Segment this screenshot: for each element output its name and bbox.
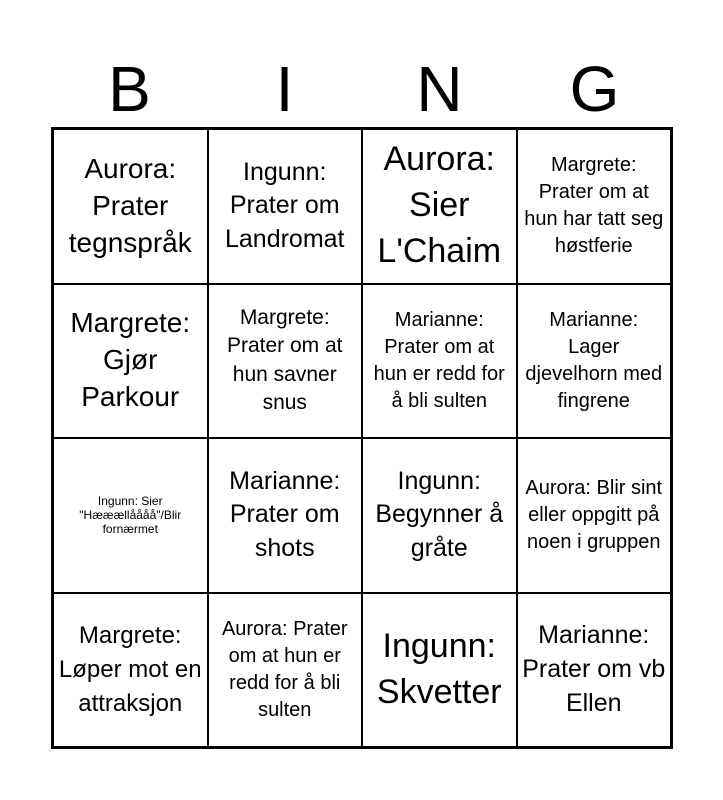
bingo-board xyxy=(51,127,673,749)
bingo-cell[interactable] xyxy=(53,438,208,593)
header-letter-i: I xyxy=(275,53,294,125)
bingo-cell[interactable] xyxy=(517,129,672,284)
cell-text: Margrete: Prater om at hun savner snus xyxy=(226,306,343,415)
cell-text: Marianne: Prater om at hun er redd for å bli sulten xyxy=(373,308,505,412)
cell-text: Marianne: Prater om shots xyxy=(229,466,341,563)
bingo-cell[interactable] xyxy=(362,129,517,284)
header-letter-n: N xyxy=(416,53,463,125)
bingo-cell[interactable] xyxy=(517,593,672,748)
bingo-cell[interactable] xyxy=(208,593,363,748)
cell-text: Aurora: Prater om at hun er redd for å bli sulten xyxy=(221,617,348,721)
bingo-header xyxy=(52,50,672,128)
bingo-cell[interactable] xyxy=(362,438,517,593)
cell-text: Ingunn: Skvetter xyxy=(376,626,502,711)
bingo-cell[interactable] xyxy=(208,129,363,284)
cell-text: Ingunn: Begynner å gråte xyxy=(375,466,504,563)
bingo-cell[interactable] xyxy=(208,438,363,593)
bingo-cell[interactable] xyxy=(53,593,208,748)
bingo-cell[interactable] xyxy=(208,284,363,439)
bingo-cell[interactable] xyxy=(517,284,672,439)
cell-text: Ingunn: Sier "Hææællåååå"/Blir fornærmet xyxy=(79,493,182,537)
bingo-cell[interactable] xyxy=(362,284,517,439)
cell-text: Aurora: Sier L'Chaim xyxy=(377,140,502,271)
bingo-cell[interactable] xyxy=(362,593,517,748)
cell-text: Marianne: Lager djevelhorn med fingrene xyxy=(525,308,663,412)
header-letter-b: B xyxy=(108,53,151,125)
cell-text: Margrete: Prater om at hun har tatt seg høstferie xyxy=(524,154,664,258)
bingo-cell[interactable] xyxy=(53,129,208,284)
header-letter-g: G xyxy=(569,53,620,125)
bingo-cell[interactable] xyxy=(517,438,672,593)
bingo-cell[interactable] xyxy=(53,284,208,439)
cell-text: Aurora: Prater tegnspråk xyxy=(68,152,192,258)
cell-text: Margrete: Gjør Parkour xyxy=(70,307,191,413)
cell-text: Margrete: Løper mot en attraksjon xyxy=(58,622,202,717)
cell-text: Ingunn: Prater om Landromat xyxy=(224,157,345,254)
cell-text: Aurora: Blir sint eller oppgitt på noen i gruppen xyxy=(525,476,663,553)
cell-text: Marianne: Prater om vb Ellen xyxy=(522,621,666,717)
